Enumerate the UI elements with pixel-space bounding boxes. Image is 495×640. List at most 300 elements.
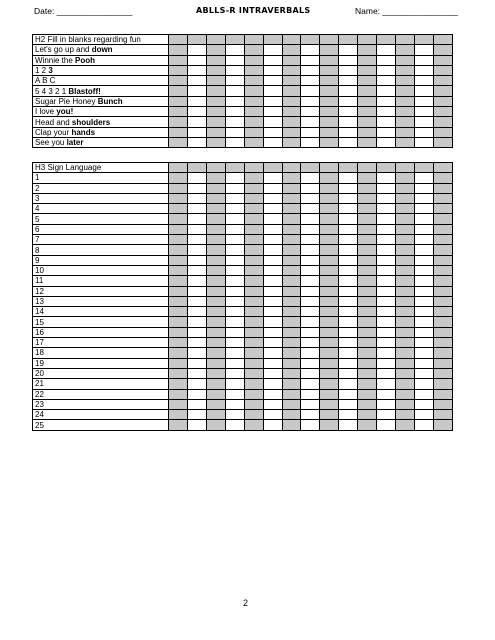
score-cell[interactable] <box>206 65 225 75</box>
score-cell[interactable] <box>414 86 433 96</box>
score-cell[interactable] <box>396 45 415 55</box>
score-cell[interactable] <box>358 204 377 214</box>
score-cell[interactable] <box>414 55 433 65</box>
score-cell[interactable] <box>301 224 320 234</box>
score-cell[interactable] <box>320 137 339 147</box>
score-cell[interactable] <box>433 107 452 117</box>
score-cell[interactable] <box>320 317 339 327</box>
score-cell[interactable] <box>169 183 188 193</box>
score-cell[interactable] <box>244 55 263 65</box>
score-cell[interactable] <box>320 399 339 409</box>
score-cell[interactable] <box>282 389 301 399</box>
score-cell[interactable] <box>282 204 301 214</box>
score-cell[interactable] <box>244 379 263 389</box>
score-cell[interactable] <box>206 45 225 55</box>
score-cell[interactable] <box>320 107 339 117</box>
score-cell[interactable] <box>301 183 320 193</box>
score-cell[interactable] <box>414 107 433 117</box>
score-cell[interactable] <box>377 368 396 378</box>
score-cell[interactable] <box>339 224 358 234</box>
score-cell[interactable] <box>225 173 244 183</box>
score-cell[interactable] <box>187 286 206 296</box>
score-cell[interactable] <box>301 107 320 117</box>
score-cell[interactable] <box>414 338 433 348</box>
score-cell[interactable] <box>377 204 396 214</box>
score-cell[interactable] <box>433 255 452 265</box>
score-cell[interactable] <box>358 276 377 286</box>
score-cell[interactable] <box>339 183 358 193</box>
score-cell[interactable] <box>169 204 188 214</box>
score-cell[interactable] <box>358 45 377 55</box>
score-cell[interactable] <box>225 276 244 286</box>
score-cell[interactable] <box>282 379 301 389</box>
score-cell[interactable] <box>169 358 188 368</box>
score-cell[interactable] <box>244 307 263 317</box>
score-cell[interactable] <box>225 338 244 348</box>
score-cell[interactable] <box>206 214 225 224</box>
score-cell[interactable] <box>206 368 225 378</box>
score-cell[interactable] <box>169 55 188 65</box>
score-cell[interactable] <box>206 379 225 389</box>
score-cell[interactable] <box>433 86 452 96</box>
score-cell[interactable] <box>263 127 282 137</box>
score-cell[interactable] <box>377 399 396 409</box>
score-cell[interactable] <box>187 193 206 203</box>
score-cell[interactable] <box>414 420 433 430</box>
score-cell[interactable] <box>301 317 320 327</box>
score-cell[interactable] <box>282 96 301 106</box>
score-cell[interactable] <box>339 55 358 65</box>
score-cell[interactable] <box>396 399 415 409</box>
score-cell[interactable] <box>169 286 188 296</box>
score-cell[interactable] <box>433 55 452 65</box>
score-cell[interactable] <box>339 96 358 106</box>
score-cell[interactable] <box>339 86 358 96</box>
score-cell[interactable] <box>339 399 358 409</box>
score-cell[interactable] <box>225 137 244 147</box>
score-cell[interactable] <box>339 214 358 224</box>
score-cell[interactable] <box>396 127 415 137</box>
score-cell[interactable] <box>225 214 244 224</box>
score-cell[interactable] <box>396 214 415 224</box>
score-cell[interactable] <box>358 296 377 306</box>
score-cell[interactable] <box>358 173 377 183</box>
score-cell[interactable] <box>433 286 452 296</box>
score-cell[interactable] <box>244 286 263 296</box>
score-cell[interactable] <box>282 55 301 65</box>
score-cell[interactable] <box>396 137 415 147</box>
score-cell[interactable] <box>244 65 263 75</box>
score-cell[interactable] <box>396 410 415 420</box>
score-cell[interactable] <box>339 286 358 296</box>
score-cell[interactable] <box>244 117 263 127</box>
score-cell[interactable] <box>225 410 244 420</box>
score-cell[interactable] <box>358 127 377 137</box>
score-cell[interactable] <box>187 127 206 137</box>
score-cell[interactable] <box>282 117 301 127</box>
score-cell[interactable] <box>244 327 263 337</box>
score-cell[interactable] <box>244 96 263 106</box>
score-cell[interactable] <box>377 55 396 65</box>
score-cell[interactable] <box>377 193 396 203</box>
score-cell[interactable] <box>414 65 433 75</box>
score-cell[interactable] <box>377 214 396 224</box>
score-cell[interactable] <box>414 276 433 286</box>
score-cell[interactable] <box>396 96 415 106</box>
score-cell[interactable] <box>301 204 320 214</box>
score-cell[interactable] <box>263 265 282 275</box>
score-cell[interactable] <box>358 379 377 389</box>
score-cell[interactable] <box>358 65 377 75</box>
score-cell[interactable] <box>244 276 263 286</box>
score-cell[interactable] <box>225 204 244 214</box>
score-cell[interactable] <box>396 368 415 378</box>
score-cell[interactable] <box>396 117 415 127</box>
score-cell[interactable] <box>396 317 415 327</box>
score-cell[interactable] <box>169 117 188 127</box>
score-cell[interactable] <box>414 204 433 214</box>
score-cell[interactable] <box>396 65 415 75</box>
score-cell[interactable] <box>414 245 433 255</box>
score-cell[interactable] <box>339 410 358 420</box>
score-cell[interactable] <box>414 286 433 296</box>
score-cell[interactable] <box>377 338 396 348</box>
score-cell[interactable] <box>358 245 377 255</box>
score-cell[interactable] <box>339 296 358 306</box>
score-cell[interactable] <box>282 245 301 255</box>
score-cell[interactable] <box>320 183 339 193</box>
score-cell[interactable] <box>263 137 282 147</box>
score-cell[interactable] <box>225 420 244 430</box>
score-cell[interactable] <box>244 296 263 306</box>
score-cell[interactable] <box>225 265 244 275</box>
score-cell[interactable] <box>244 107 263 117</box>
score-cell[interactable] <box>358 399 377 409</box>
score-cell[interactable] <box>377 107 396 117</box>
score-cell[interactable] <box>169 86 188 96</box>
score-cell[interactable] <box>339 255 358 265</box>
score-cell[interactable] <box>187 348 206 358</box>
score-cell[interactable] <box>377 137 396 147</box>
score-cell[interactable] <box>414 358 433 368</box>
score-cell[interactable] <box>339 368 358 378</box>
score-cell[interactable] <box>206 193 225 203</box>
score-cell[interactable] <box>282 86 301 96</box>
score-cell[interactable] <box>358 358 377 368</box>
score-cell[interactable] <box>433 276 452 286</box>
score-cell[interactable] <box>263 245 282 255</box>
score-cell[interactable] <box>263 235 282 245</box>
score-cell[interactable] <box>187 183 206 193</box>
score-cell[interactable] <box>263 307 282 317</box>
score-cell[interactable] <box>244 255 263 265</box>
score-cell[interactable] <box>244 410 263 420</box>
score-cell[interactable] <box>282 348 301 358</box>
score-cell[interactable] <box>206 107 225 117</box>
score-cell[interactable] <box>396 76 415 86</box>
score-cell[interactable] <box>377 420 396 430</box>
score-cell[interactable] <box>206 276 225 286</box>
score-cell[interactable] <box>169 389 188 399</box>
score-cell[interactable] <box>396 286 415 296</box>
score-cell[interactable] <box>320 255 339 265</box>
score-cell[interactable] <box>301 127 320 137</box>
score-cell[interactable] <box>339 173 358 183</box>
score-cell[interactable] <box>169 399 188 409</box>
score-cell[interactable] <box>187 317 206 327</box>
score-cell[interactable] <box>396 173 415 183</box>
score-cell[interactable] <box>225 55 244 65</box>
score-cell[interactable] <box>187 379 206 389</box>
score-cell[interactable] <box>244 193 263 203</box>
score-cell[interactable] <box>282 173 301 183</box>
score-cell[interactable] <box>282 286 301 296</box>
score-cell[interactable] <box>433 245 452 255</box>
score-cell[interactable] <box>187 96 206 106</box>
score-cell[interactable] <box>301 86 320 96</box>
score-cell[interactable] <box>358 265 377 275</box>
score-cell[interactable] <box>414 348 433 358</box>
score-cell[interactable] <box>320 420 339 430</box>
score-cell[interactable] <box>225 286 244 296</box>
score-cell[interactable] <box>396 338 415 348</box>
score-cell[interactable] <box>187 224 206 234</box>
score-cell[interactable] <box>301 214 320 224</box>
score-cell[interactable] <box>225 307 244 317</box>
score-cell[interactable] <box>358 107 377 117</box>
score-cell[interactable] <box>225 127 244 137</box>
score-cell[interactable] <box>244 265 263 275</box>
score-cell[interactable] <box>396 379 415 389</box>
score-cell[interactable] <box>263 45 282 55</box>
score-cell[interactable] <box>433 45 452 55</box>
score-cell[interactable] <box>244 127 263 137</box>
score-cell[interactable] <box>263 173 282 183</box>
score-cell[interactable] <box>301 55 320 65</box>
score-cell[interactable] <box>301 265 320 275</box>
score-cell[interactable] <box>263 276 282 286</box>
score-cell[interactable] <box>169 307 188 317</box>
score-cell[interactable] <box>320 86 339 96</box>
score-cell[interactable] <box>320 96 339 106</box>
score-cell[interactable] <box>169 368 188 378</box>
score-cell[interactable] <box>282 317 301 327</box>
score-cell[interactable] <box>396 245 415 255</box>
score-cell[interactable] <box>396 204 415 214</box>
score-cell[interactable] <box>301 245 320 255</box>
score-cell[interactable] <box>187 204 206 214</box>
score-cell[interactable] <box>358 76 377 86</box>
score-cell[interactable] <box>414 368 433 378</box>
score-cell[interactable] <box>187 86 206 96</box>
score-cell[interactable] <box>339 107 358 117</box>
score-cell[interactable] <box>282 45 301 55</box>
score-cell[interactable] <box>414 45 433 55</box>
score-cell[interactable] <box>244 368 263 378</box>
score-cell[interactable] <box>263 107 282 117</box>
score-cell[interactable] <box>187 107 206 117</box>
score-cell[interactable] <box>433 410 452 420</box>
score-cell[interactable] <box>377 276 396 286</box>
score-cell[interactable] <box>187 45 206 55</box>
score-cell[interactable] <box>358 368 377 378</box>
score-cell[interactable] <box>206 137 225 147</box>
score-cell[interactable] <box>282 410 301 420</box>
score-cell[interactable] <box>206 286 225 296</box>
score-cell[interactable] <box>377 45 396 55</box>
score-cell[interactable] <box>433 235 452 245</box>
score-cell[interactable] <box>396 420 415 430</box>
score-cell[interactable] <box>263 193 282 203</box>
score-cell[interactable] <box>339 265 358 275</box>
score-cell[interactable] <box>414 96 433 106</box>
score-cell[interactable] <box>244 245 263 255</box>
score-cell[interactable] <box>282 368 301 378</box>
score-cell[interactable] <box>320 307 339 317</box>
score-cell[interactable] <box>358 117 377 127</box>
score-cell[interactable] <box>225 399 244 409</box>
score-cell[interactable] <box>377 410 396 420</box>
score-cell[interactable] <box>263 96 282 106</box>
score-cell[interactable] <box>301 117 320 127</box>
score-cell[interactable] <box>244 214 263 224</box>
score-cell[interactable] <box>187 276 206 286</box>
score-cell[interactable] <box>377 255 396 265</box>
score-cell[interactable] <box>358 255 377 265</box>
score-cell[interactable] <box>169 327 188 337</box>
score-cell[interactable] <box>320 55 339 65</box>
score-cell[interactable] <box>206 245 225 255</box>
score-cell[interactable] <box>187 358 206 368</box>
score-cell[interactable] <box>301 255 320 265</box>
score-cell[interactable] <box>414 127 433 137</box>
score-cell[interactable] <box>169 193 188 203</box>
score-cell[interactable] <box>396 276 415 286</box>
score-cell[interactable] <box>433 368 452 378</box>
score-cell[interactable] <box>320 45 339 55</box>
score-cell[interactable] <box>414 173 433 183</box>
score-cell[interactable] <box>339 76 358 86</box>
score-cell[interactable] <box>339 65 358 75</box>
score-cell[interactable] <box>225 255 244 265</box>
score-cell[interactable] <box>282 107 301 117</box>
score-cell[interactable] <box>206 307 225 317</box>
score-cell[interactable] <box>187 399 206 409</box>
score-cell[interactable] <box>358 307 377 317</box>
score-cell[interactable] <box>263 286 282 296</box>
score-cell[interactable] <box>244 348 263 358</box>
score-cell[interactable] <box>358 86 377 96</box>
score-cell[interactable] <box>414 214 433 224</box>
score-cell[interactable] <box>244 183 263 193</box>
score-cell[interactable] <box>320 204 339 214</box>
score-cell[interactable] <box>301 389 320 399</box>
score-cell[interactable] <box>263 389 282 399</box>
score-cell[interactable] <box>320 410 339 420</box>
score-cell[interactable] <box>244 235 263 245</box>
score-cell[interactable] <box>301 379 320 389</box>
score-cell[interactable] <box>339 420 358 430</box>
score-cell[interactable] <box>339 137 358 147</box>
score-cell[interactable] <box>263 204 282 214</box>
score-cell[interactable] <box>169 65 188 75</box>
score-cell[interactable] <box>377 224 396 234</box>
score-cell[interactable] <box>169 296 188 306</box>
score-cell[interactable] <box>320 296 339 306</box>
score-cell[interactable] <box>206 86 225 96</box>
score-cell[interactable] <box>225 117 244 127</box>
score-cell[interactable] <box>301 286 320 296</box>
score-cell[interactable] <box>396 265 415 275</box>
score-cell[interactable] <box>301 338 320 348</box>
score-cell[interactable] <box>282 255 301 265</box>
score-cell[interactable] <box>282 296 301 306</box>
score-cell[interactable] <box>358 235 377 245</box>
score-cell[interactable] <box>263 368 282 378</box>
score-cell[interactable] <box>320 379 339 389</box>
score-cell[interactable] <box>263 420 282 430</box>
score-cell[interactable] <box>377 307 396 317</box>
score-cell[interactable] <box>396 307 415 317</box>
score-cell[interactable] <box>358 327 377 337</box>
score-cell[interactable] <box>225 327 244 337</box>
score-cell[interactable] <box>282 76 301 86</box>
score-cell[interactable] <box>433 420 452 430</box>
score-cell[interactable] <box>358 193 377 203</box>
score-cell[interactable] <box>339 117 358 127</box>
score-cell[interactable] <box>320 286 339 296</box>
score-cell[interactable] <box>433 327 452 337</box>
score-cell[interactable] <box>187 410 206 420</box>
score-cell[interactable] <box>414 193 433 203</box>
score-cell[interactable] <box>414 137 433 147</box>
score-cell[interactable] <box>433 296 452 306</box>
score-cell[interactable] <box>206 420 225 430</box>
score-cell[interactable] <box>187 235 206 245</box>
score-cell[interactable] <box>169 45 188 55</box>
score-cell[interactable] <box>206 117 225 127</box>
score-cell[interactable] <box>301 65 320 75</box>
score-cell[interactable] <box>377 127 396 137</box>
score-cell[interactable] <box>301 327 320 337</box>
score-cell[interactable] <box>320 368 339 378</box>
score-cell[interactable] <box>301 173 320 183</box>
score-cell[interactable] <box>377 317 396 327</box>
score-cell[interactable] <box>187 137 206 147</box>
score-cell[interactable] <box>377 358 396 368</box>
score-cell[interactable] <box>320 65 339 75</box>
score-cell[interactable] <box>225 96 244 106</box>
score-cell[interactable] <box>244 173 263 183</box>
score-cell[interactable] <box>358 55 377 65</box>
score-cell[interactable] <box>301 399 320 409</box>
score-cell[interactable] <box>377 327 396 337</box>
score-cell[interactable] <box>320 127 339 137</box>
score-cell[interactable] <box>225 368 244 378</box>
score-cell[interactable] <box>301 368 320 378</box>
score-cell[interactable] <box>433 65 452 75</box>
score-cell[interactable] <box>187 296 206 306</box>
score-cell[interactable] <box>433 193 452 203</box>
score-cell[interactable] <box>225 65 244 75</box>
score-cell[interactable] <box>377 348 396 358</box>
score-cell[interactable] <box>377 183 396 193</box>
score-cell[interactable] <box>225 224 244 234</box>
score-cell[interactable] <box>358 420 377 430</box>
score-cell[interactable] <box>414 410 433 420</box>
score-cell[interactable] <box>358 389 377 399</box>
score-cell[interactable] <box>377 65 396 75</box>
